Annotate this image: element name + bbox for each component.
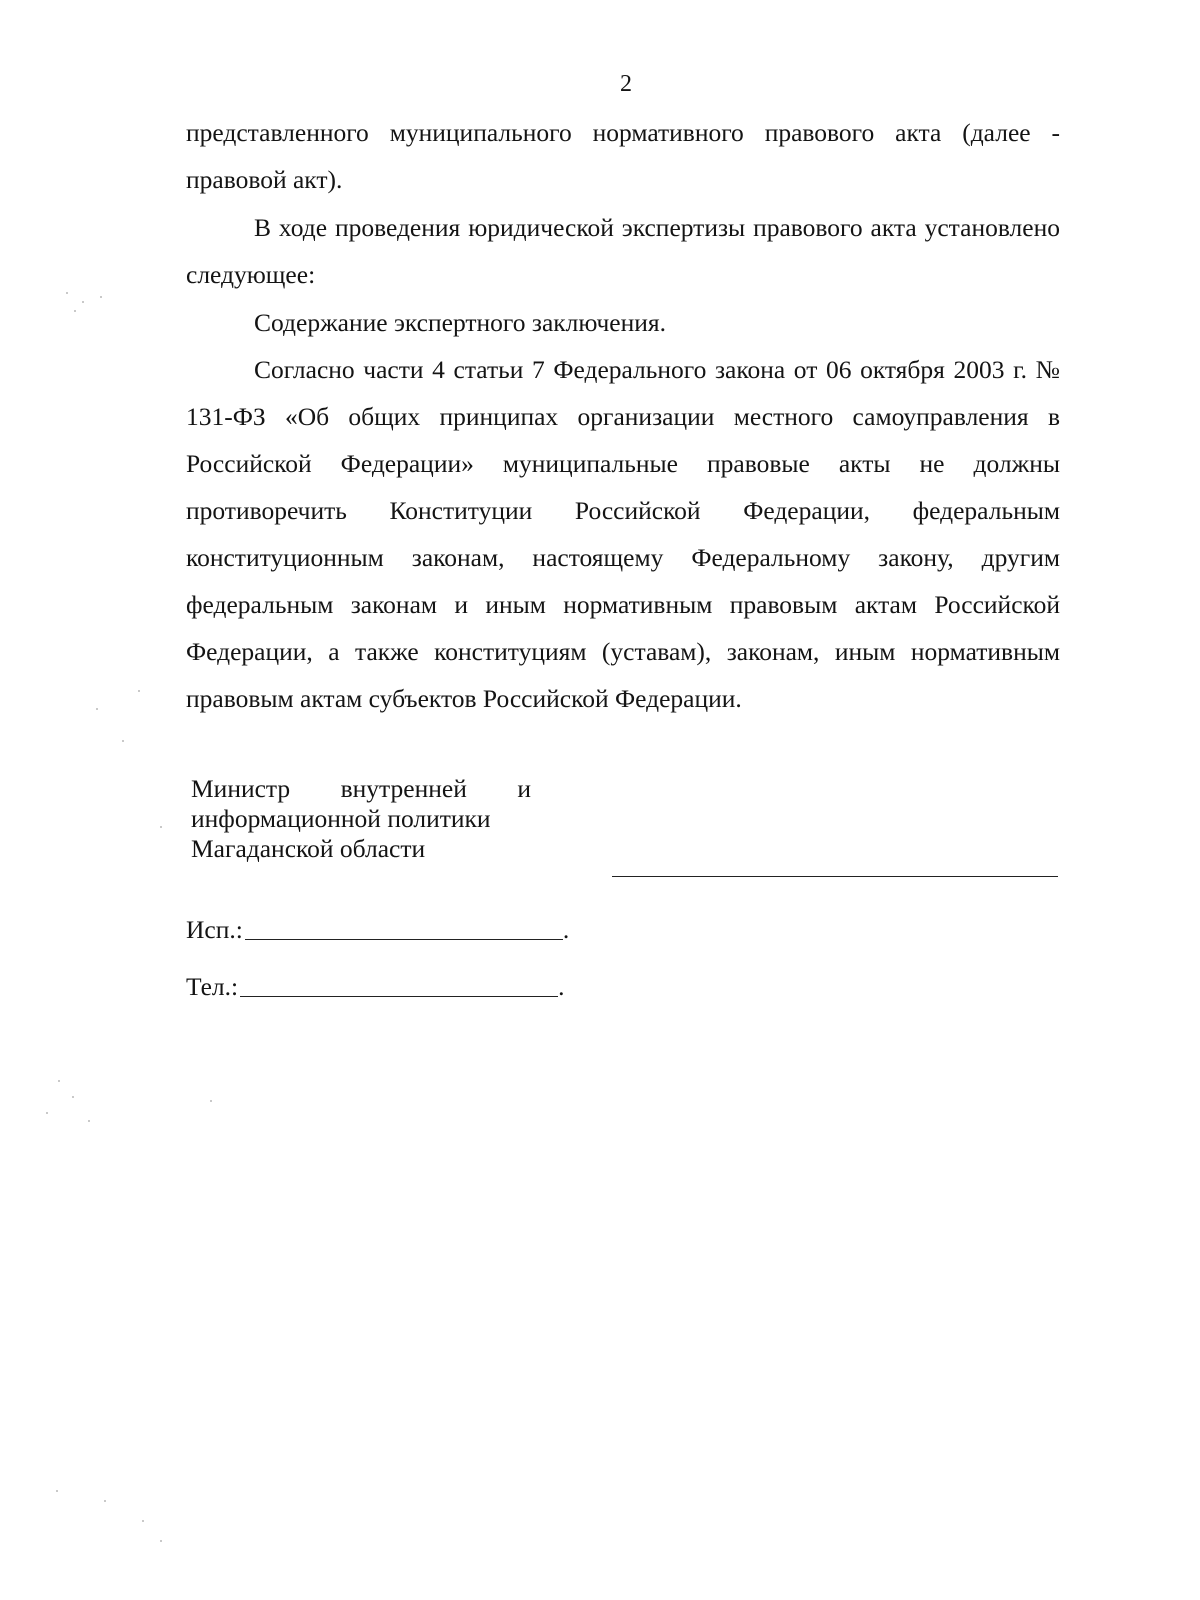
paragraph-legal-basis: Согласно части 4 статьи 7 Федерального закона от 06 октября 2003 г. № 131-ФЗ «Об общих принципах организации местного самоуправления в Российской Федерации» муниципальные правовые акты не должны противоречить Конституции Российской Федерации, федеральным конституционным законам, настоящему Федеральному закону, другим федеральным законам и иным нормативным правовым актам Российской Федерации, а также конституциям (уставам), законам, иным нормативным правовым актам субъектов Российской Федерации.: [186, 355, 1060, 713]
signatory-word-3: и: [517, 774, 531, 803]
signatory-word-2: внутренней: [340, 774, 467, 803]
paragraph-expertise-intro: В ходе проведения юридической экспертизы правового акта установлено следующее:: [186, 213, 1060, 289]
executor-end: .: [562, 915, 570, 944]
page-number: 2: [620, 71, 632, 97]
signature-line: [612, 876, 1058, 877]
phone-label: Тел.:: [186, 972, 239, 1001]
signatory-line-1: [191, 774, 531, 804]
paragraph-continuation: представленного муниципального нормативного правового акта (далее - правовой акт).: [186, 118, 1060, 194]
phone-row: [186, 972, 564, 1002]
signatory-word-1: Министр: [191, 774, 291, 803]
signatory-line-2: информационной политики: [191, 804, 491, 833]
paragraph-content-heading: Содержание экспертного заключения.: [254, 308, 666, 337]
executor-blank: [245, 919, 563, 940]
executor-row: [186, 915, 569, 945]
signatory-line-3: Магаданской области: [191, 834, 426, 863]
executor-label: Исп.:: [186, 915, 243, 944]
phone-end: .: [558, 972, 565, 1001]
phone-blank: [240, 976, 558, 997]
signatory-title: [191, 774, 531, 864]
document-body: [186, 109, 1060, 722]
